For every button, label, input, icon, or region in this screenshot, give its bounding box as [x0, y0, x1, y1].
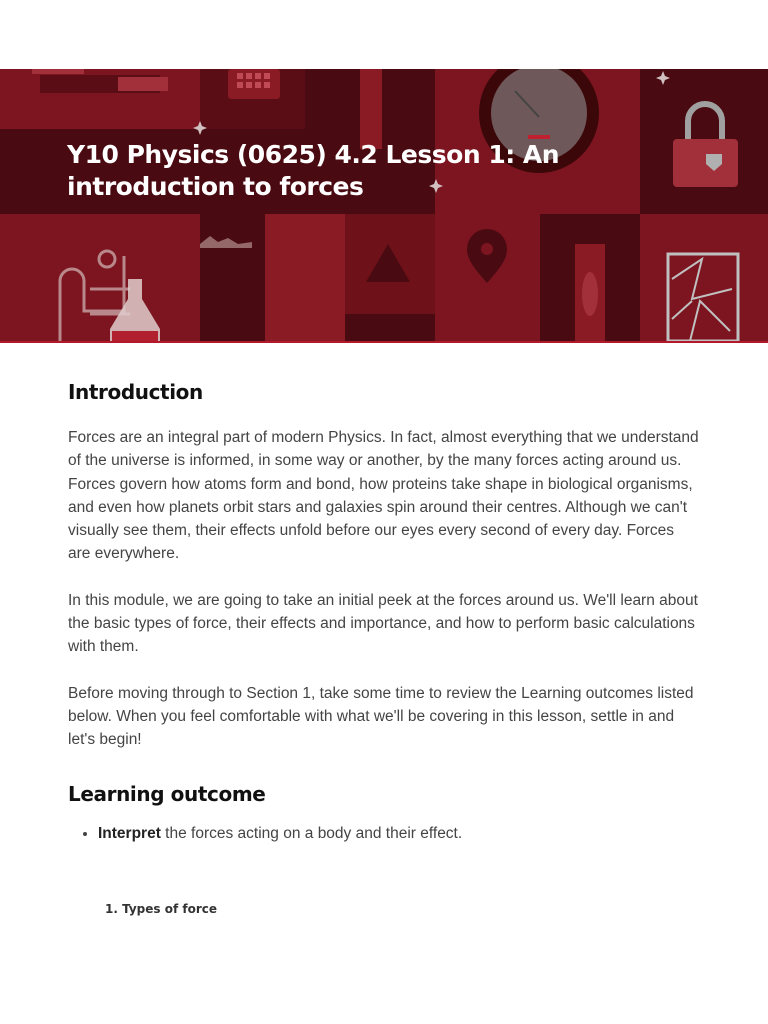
- outcome-text: the forces acting on a body and their effect.: [160, 824, 463, 842]
- introduction-heading: Introduction: [68, 380, 203, 404]
- intro-paragraph: Forces are an integral part of modern Physics. In fact, almost everything that we understand of the universe is informed, in some way or another, by the many forces acting around us. Forces govern how atoms form and bond, how proteins take shape in biological organisms, and even how planets orbit stars and galaxies spin around their centres. Although we can't visually see them, their effects unfold before our eyes every second of every day. Forces are everywhere.: [68, 429, 699, 563]
- hero-banner: [0, 69, 768, 343]
- table-of-contents: [105, 902, 217, 916]
- outcome-verb: Interpret: [98, 824, 161, 842]
- banner-illustration: [0, 69, 768, 341]
- main-content: [68, 380, 700, 845]
- toc-item-types-of-force[interactable]: 1. Types of force: [105, 902, 217, 916]
- learning-outcome-list: [68, 822, 700, 845]
- intro-paragraph: In this module, we are going to take an initial peek at the forces around us. We'll learn about the basic types of force, their effects and importance, and how to perform basic calculations with them.: [68, 591, 698, 656]
- learning-outcome-heading: Learning outcome: [68, 781, 266, 806]
- page-title: Y10 Physics (0625) 4.2 Lesson 1: An introduction to forces: [67, 140, 560, 201]
- list-item: [98, 822, 700, 845]
- intro-paragraph: Before moving through to Section 1, take some time to review the Learning outcomes listed below. When you feel comfortable with what we'll be covering in this lesson, settle in and let's begin!: [68, 684, 694, 749]
